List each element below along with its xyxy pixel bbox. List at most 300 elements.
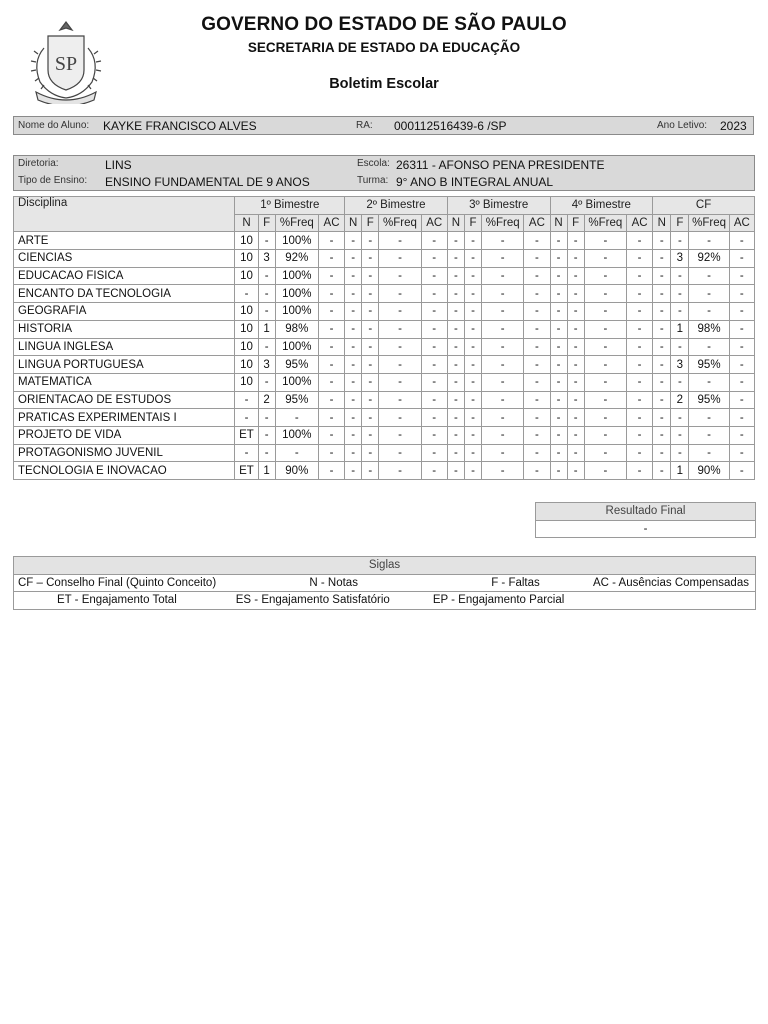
grade-cell: 1: [258, 462, 275, 480]
grade-cell: -: [421, 373, 447, 391]
grade-cell: -: [447, 373, 464, 391]
grade-cell: -: [464, 426, 481, 444]
student-name: KAYKE FRANCISCO ALVES: [103, 119, 257, 133]
table-row: [14, 303, 755, 321]
grade-cell: -: [567, 320, 584, 338]
grade-cell: -: [362, 356, 379, 374]
grade-cell: -: [464, 356, 481, 374]
government-title: GOVERNO DO ESTADO DE SÃO PAULO: [201, 14, 567, 35]
grade-cell: -: [671, 338, 689, 356]
grade-cell: -: [482, 338, 524, 356]
subject-name: GEOGRAFIA: [14, 303, 235, 321]
grade-cell: -: [318, 444, 344, 462]
grade-cell: -: [689, 338, 729, 356]
subject-name: PRATICAS EXPERIMENTAIS I: [14, 409, 235, 427]
grade-cell: 10: [235, 250, 258, 268]
grade-cell: -: [550, 409, 567, 427]
grade-cell: ET: [235, 462, 258, 480]
grade-cell: -: [379, 409, 421, 427]
grade-cell: -: [464, 391, 481, 409]
grade-cell: -: [627, 285, 653, 303]
table-row: [14, 250, 755, 268]
grade-cell: -: [627, 373, 653, 391]
tipo-ensino-label: Tipo de Ensino:: [18, 175, 88, 186]
grade-cell: -: [482, 285, 524, 303]
grade-cell: -: [362, 285, 379, 303]
grade-cell: -: [653, 391, 671, 409]
grade-cell: 10: [235, 232, 258, 250]
grade-cell: -: [729, 232, 754, 250]
grade-cell: 92%: [275, 250, 318, 268]
grade-cell: -: [524, 250, 550, 268]
subcol-header-n: N: [447, 214, 464, 232]
grade-cell: -: [464, 373, 481, 391]
subcol-header-n: N: [345, 214, 362, 232]
subject-name: EDUCACAO FISICA: [14, 267, 235, 285]
grade-cell: -: [421, 320, 447, 338]
table-row: [14, 462, 755, 480]
grade-cell: -: [447, 250, 464, 268]
grade-cell: -: [567, 356, 584, 374]
grade-cell: -: [689, 444, 729, 462]
subcol-header-ac: AC: [627, 214, 653, 232]
grade-cell: 10: [235, 356, 258, 374]
grade-cell: -: [318, 320, 344, 338]
grade-cell: -: [524, 356, 550, 374]
subject-name: PROTAGONISMO JUVENIL: [14, 444, 235, 462]
grade-cell: 90%: [275, 462, 318, 480]
grade-cell: -: [653, 250, 671, 268]
grade-cell: -: [421, 250, 447, 268]
subcol-header-f: F: [258, 214, 275, 232]
grade-cell: -: [482, 356, 524, 374]
grade-cell: -: [524, 426, 550, 444]
grade-cell: -: [653, 444, 671, 462]
grade-cell: -: [464, 303, 481, 321]
year-value: 2023: [720, 119, 747, 133]
grade-cell: ET: [235, 426, 258, 444]
sigla-es: ES - Engajamento Satisfatório: [235, 594, 390, 607]
table-row: [14, 320, 755, 338]
subcol-header-pct-freq: %Freq: [482, 214, 524, 232]
grade-cell: -: [671, 267, 689, 285]
grade-cell: -: [421, 303, 447, 321]
grade-cell: -: [258, 303, 275, 321]
grade-cell: -: [627, 338, 653, 356]
grade-cell: 10: [235, 320, 258, 338]
grade-cell: 1: [671, 320, 689, 338]
grade-cell: -: [447, 462, 464, 480]
grade-cell: -: [524, 232, 550, 250]
grade-cell: 3: [671, 250, 689, 268]
grade-cell: -: [653, 426, 671, 444]
grade-cell: -: [627, 409, 653, 427]
grade-cell: -: [524, 267, 550, 285]
grade-cell: -: [464, 250, 481, 268]
diretoria-label: Diretoria:: [18, 158, 59, 169]
grade-cell: -: [258, 444, 275, 462]
grade-cell: -: [567, 285, 584, 303]
grade-cell: 100%: [275, 338, 318, 356]
grade-cell: -: [671, 444, 689, 462]
grade-cell: -: [584, 462, 626, 480]
grade-cell: -: [362, 338, 379, 356]
grade-cell: -: [653, 232, 671, 250]
grade-cell: -: [345, 285, 362, 303]
grade-cell: -: [653, 267, 671, 285]
grade-cell: -: [689, 409, 729, 427]
grade-cell: -: [318, 426, 344, 444]
grade-cell: -: [627, 426, 653, 444]
grade-cell: -: [345, 250, 362, 268]
grade-cell: -: [362, 250, 379, 268]
grade-cell: -: [729, 444, 754, 462]
grade-cell: -: [729, 462, 754, 480]
grade-cell: -: [567, 462, 584, 480]
grade-cell: -: [464, 320, 481, 338]
grade-cell: -: [689, 426, 729, 444]
grade-cell: -: [345, 356, 362, 374]
grade-cell: -: [729, 409, 754, 427]
grade-cell: -: [653, 356, 671, 374]
grade-cell: -: [318, 373, 344, 391]
grade-cell: -: [379, 462, 421, 480]
grade-cell: -: [258, 285, 275, 303]
subject-name: LINGUA PORTUGUESA: [14, 356, 235, 374]
grade-cell: -: [345, 338, 362, 356]
grade-cell: 10: [235, 338, 258, 356]
final-result-value: -: [536, 520, 756, 538]
grade-cell: -: [584, 320, 626, 338]
grade-cell: -: [362, 267, 379, 285]
grade-cell: -: [275, 409, 318, 427]
grades-table: [13, 196, 755, 480]
grade-cell: -: [671, 232, 689, 250]
table-row: [14, 426, 755, 444]
grade-cell: -: [550, 267, 567, 285]
grade-cell: -: [464, 232, 481, 250]
grade-cell: -: [653, 285, 671, 303]
grade-cell: -: [689, 373, 729, 391]
grade-cell: -: [235, 285, 258, 303]
grade-cell: -: [362, 320, 379, 338]
grade-cell: -: [464, 444, 481, 462]
table-row: [14, 285, 755, 303]
grade-cell: -: [362, 232, 379, 250]
grade-cell: -: [464, 267, 481, 285]
grade-cell: 100%: [275, 303, 318, 321]
subcol-header-ac: AC: [524, 214, 550, 232]
grade-cell: -: [379, 356, 421, 374]
period-header-5: CF: [653, 197, 755, 215]
grade-cell: -: [550, 285, 567, 303]
subcol-header-n: N: [235, 214, 258, 232]
grade-cell: -: [318, 267, 344, 285]
grade-cell: -: [627, 303, 653, 321]
grade-cell: -: [421, 232, 447, 250]
turma-label: Turma:: [357, 175, 389, 186]
grade-cell: -: [567, 409, 584, 427]
grade-cell: -: [482, 426, 524, 444]
grade-cell: -: [345, 320, 362, 338]
grade-cell: -: [447, 356, 464, 374]
grade-cell: -: [379, 391, 421, 409]
sigla-cf: CF – Conselho Final (Quinto Conceito): [18, 576, 217, 589]
grade-cell: -: [584, 232, 626, 250]
grade-cell: -: [689, 285, 729, 303]
grade-cell: -: [379, 373, 421, 391]
subcol-header-f: F: [362, 214, 379, 232]
grade-cell: -: [653, 303, 671, 321]
grade-cell: -: [379, 267, 421, 285]
grade-cell: -: [729, 320, 754, 338]
grade-cell: -: [584, 444, 626, 462]
grade-cell: -: [627, 267, 653, 285]
grade-cell: -: [584, 409, 626, 427]
table-row: [14, 232, 755, 250]
document-title: Boletim Escolar: [329, 76, 439, 92]
grade-cell: -: [482, 250, 524, 268]
grade-cell: -: [318, 232, 344, 250]
grade-cell: -: [464, 462, 481, 480]
grade-cell: -: [379, 250, 421, 268]
grade-cell: -: [362, 391, 379, 409]
grade-cell: -: [524, 285, 550, 303]
grade-cell: -: [318, 391, 344, 409]
grade-cell: 1: [671, 462, 689, 480]
grade-cell: -: [447, 320, 464, 338]
grade-cell: -: [447, 426, 464, 444]
grade-cell: -: [584, 426, 626, 444]
svg-text:SP: SP: [54, 53, 78, 75]
grade-cell: -: [482, 391, 524, 409]
grade-cell: -: [318, 303, 344, 321]
grade-cell: -: [671, 285, 689, 303]
tipo-ensino-value: ENSINO FUNDAMENTAL DE 9 ANOS: [105, 175, 310, 189]
subject-name: ENCANTO DA TECNOLOGIA: [14, 285, 235, 303]
subcol-header-f: F: [567, 214, 584, 232]
grade-cell: -: [258, 426, 275, 444]
grade-cell: -: [550, 391, 567, 409]
grade-cell: -: [671, 303, 689, 321]
grade-cell: -: [584, 338, 626, 356]
grade-cell: -: [584, 303, 626, 321]
grade-cell: -: [362, 303, 379, 321]
grade-cell: -: [550, 338, 567, 356]
grade-cell: 3: [258, 356, 275, 374]
grade-cell: -: [258, 373, 275, 391]
grade-cell: -: [567, 391, 584, 409]
period-header-3: 3º Bimestre: [447, 197, 550, 215]
grade-cell: -: [345, 462, 362, 480]
grade-cell: -: [524, 391, 550, 409]
year-label: Ano Letivo:: [657, 120, 708, 131]
grade-cell: -: [345, 426, 362, 444]
grade-cell: 2: [671, 391, 689, 409]
grade-cell: -: [447, 409, 464, 427]
grade-cell: -: [584, 356, 626, 374]
grade-cell: -: [362, 426, 379, 444]
subject-name: ARTE: [14, 232, 235, 250]
diretoria-value: LINS: [105, 158, 132, 172]
grade-cell: -: [447, 232, 464, 250]
grade-cell: -: [567, 232, 584, 250]
grade-cell: -: [258, 409, 275, 427]
table-row: [14, 373, 755, 391]
grade-cell: -: [671, 409, 689, 427]
grade-cell: -: [671, 373, 689, 391]
grade-cell: -: [567, 250, 584, 268]
grade-cell: -: [318, 462, 344, 480]
grade-cell: -: [627, 391, 653, 409]
grade-cell: -: [550, 356, 567, 374]
subject-name: TECNOLOGIA E INOVACAO: [14, 462, 235, 480]
grade-cell: -: [345, 303, 362, 321]
grade-cell: -: [362, 444, 379, 462]
grade-cell: -: [482, 462, 524, 480]
student-info-bar: [13, 116, 754, 135]
grade-cell: 10: [235, 267, 258, 285]
grade-cell: -: [447, 303, 464, 321]
period-header-4: 4º Bimestre: [550, 197, 653, 215]
subcol-header-n: N: [550, 214, 567, 232]
subcol-header-pct-freq: %Freq: [689, 214, 729, 232]
grade-cell: -: [482, 444, 524, 462]
grade-cell: -: [567, 373, 584, 391]
grade-cell: -: [584, 373, 626, 391]
grade-cell: -: [318, 356, 344, 374]
grade-cell: -: [550, 303, 567, 321]
grade-cell: -: [345, 232, 362, 250]
grade-cell: -: [729, 267, 754, 285]
grade-cell: -: [447, 391, 464, 409]
grade-cell: -: [258, 338, 275, 356]
grade-cell: -: [550, 462, 567, 480]
subcol-header-pct-freq: %Freq: [275, 214, 318, 232]
grade-cell: -: [550, 426, 567, 444]
school-info-bar: [13, 155, 755, 191]
grade-cell: -: [584, 391, 626, 409]
grade-cell: -: [689, 303, 729, 321]
grade-cell: -: [447, 444, 464, 462]
grade-cell: 100%: [275, 267, 318, 285]
grade-cell: -: [524, 444, 550, 462]
grade-cell: -: [318, 338, 344, 356]
table-row: [14, 409, 755, 427]
grade-cell: -: [524, 462, 550, 480]
grade-cell: -: [584, 250, 626, 268]
grade-cell: -: [421, 338, 447, 356]
grade-cell: -: [729, 391, 754, 409]
grade-cell: -: [627, 232, 653, 250]
grade-cell: -: [524, 303, 550, 321]
sigla-et: ET - Engajamento Total: [57, 594, 177, 607]
grade-cell: -: [729, 356, 754, 374]
grade-cell: 95%: [275, 391, 318, 409]
grade-cell: -: [421, 267, 447, 285]
grade-cell: 100%: [275, 426, 318, 444]
grade-cell: -: [421, 409, 447, 427]
student-name-label: Nome do Aluno:: [18, 120, 90, 131]
grade-cell: -: [550, 444, 567, 462]
grade-cell: -: [567, 267, 584, 285]
subcol-header-f: F: [464, 214, 481, 232]
ra-value: 000112516439-6 /SP: [394, 119, 507, 133]
sigla-n: N - Notas: [309, 576, 358, 589]
grade-cell: -: [627, 250, 653, 268]
grade-cell: -: [345, 444, 362, 462]
subcol-header-ac: AC: [729, 214, 754, 232]
grade-cell: -: [447, 338, 464, 356]
grade-cell: -: [379, 303, 421, 321]
grade-cell: -: [464, 285, 481, 303]
grade-cell: 2: [258, 391, 275, 409]
grade-cell: -: [524, 320, 550, 338]
subcol-header-f: F: [671, 214, 689, 232]
subject-name: CIENCIAS: [14, 250, 235, 268]
grade-cell: -: [567, 338, 584, 356]
grade-cell: -: [379, 338, 421, 356]
grade-cell: -: [567, 303, 584, 321]
sigla-ep: EP - Engajamento Parcial: [432, 594, 565, 607]
grade-cell: -: [345, 409, 362, 427]
grade-cell: -: [689, 232, 729, 250]
grade-cell: 3: [258, 250, 275, 268]
grade-cell: -: [318, 409, 344, 427]
grade-cell: 98%: [689, 320, 729, 338]
grade-cell: -: [653, 373, 671, 391]
siglas-title: Siglas: [14, 557, 756, 575]
grade-cell: 1: [258, 320, 275, 338]
grade-cell: 10: [235, 303, 258, 321]
table-row: [14, 356, 755, 374]
grade-cell: -: [627, 356, 653, 374]
grade-cell: -: [729, 426, 754, 444]
grade-cell: -: [524, 338, 550, 356]
subcol-header-pct-freq: %Freq: [379, 214, 421, 232]
grade-cell: -: [379, 285, 421, 303]
grade-cell: -: [362, 373, 379, 391]
grade-cell: -: [729, 303, 754, 321]
grade-cell: -: [421, 356, 447, 374]
grade-cell: -: [524, 409, 550, 427]
escola-label: Escola:: [357, 158, 390, 169]
subject-name: MATEMATICA: [14, 373, 235, 391]
subcol-header-ac: AC: [318, 214, 344, 232]
sigla-f: F - Faltas: [491, 576, 540, 589]
grade-cell: 98%: [275, 320, 318, 338]
siglas-legend: [13, 556, 756, 610]
grade-cell: -: [362, 462, 379, 480]
grade-cell: 3: [671, 356, 689, 374]
grade-cell: -: [379, 320, 421, 338]
escola-value: 26311 - AFONSO PENA PRESIDENTE: [396, 158, 605, 172]
grade-cell: 90%: [689, 462, 729, 480]
grade-cell: -: [464, 338, 481, 356]
table-row: [14, 338, 755, 356]
grade-cell: -: [421, 444, 447, 462]
grade-cell: -: [235, 409, 258, 427]
grade-cell: -: [421, 462, 447, 480]
grade-cell: -: [627, 462, 653, 480]
grade-cell: -: [689, 267, 729, 285]
final-result-box: [535, 502, 756, 538]
grade-cell: -: [379, 444, 421, 462]
grade-cell: -: [567, 444, 584, 462]
grade-cell: -: [627, 320, 653, 338]
grade-cell: -: [482, 232, 524, 250]
disciplina-header: Disciplina: [14, 197, 235, 232]
